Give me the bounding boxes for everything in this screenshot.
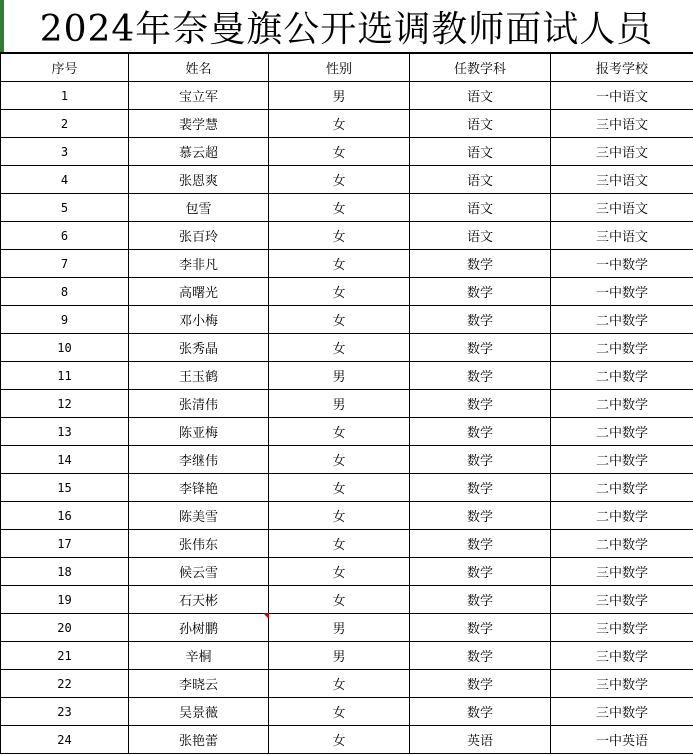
cell-name[interactable]: 裴学慧 bbox=[129, 110, 269, 138]
table-row bbox=[1, 586, 693, 614]
cell-subject[interactable]: 数学 bbox=[410, 670, 551, 698]
cell-name[interactable]: 陈亚梅 bbox=[129, 418, 269, 446]
header-gender[interactable]: 性别 bbox=[269, 54, 410, 82]
cell-subject[interactable]: 英语 bbox=[410, 726, 551, 754]
cell-gender[interactable]: 女 bbox=[269, 166, 410, 194]
header-school[interactable]: 报考学校 bbox=[551, 54, 693, 82]
table-row bbox=[1, 530, 693, 558]
cell-gender[interactable]: 女 bbox=[269, 250, 410, 278]
table-row bbox=[1, 138, 693, 166]
cell-gender[interactable]: 女 bbox=[269, 558, 410, 586]
cell-name[interactable]: 包雪 bbox=[129, 194, 269, 222]
cell-school[interactable]: 一中数学 bbox=[551, 250, 693, 278]
cell-school[interactable]: 三中语文 bbox=[551, 166, 693, 194]
cell-name[interactable]: 孙树鹏 bbox=[129, 614, 269, 642]
cell-subject[interactable]: 数学 bbox=[410, 530, 551, 558]
cell-gender[interactable]: 女 bbox=[269, 222, 410, 250]
table-body bbox=[1, 82, 693, 754]
cell-school[interactable]: 二中数学 bbox=[551, 474, 693, 502]
table-row bbox=[1, 726, 693, 754]
cell-gender[interactable]: 男 bbox=[269, 82, 410, 110]
cell-name[interactable]: 李继伟 bbox=[129, 446, 269, 474]
cell-subject[interactable]: 语文 bbox=[410, 194, 551, 222]
cell-gender[interactable]: 女 bbox=[269, 278, 410, 306]
table-row bbox=[1, 698, 693, 726]
cell-index[interactable]: 18 bbox=[1, 558, 129, 586]
cell-index[interactable]: 9 bbox=[1, 306, 129, 334]
cell-index[interactable]: 15 bbox=[1, 474, 129, 502]
cell-index[interactable]: 23 bbox=[1, 698, 129, 726]
cell-index[interactable]: 1 bbox=[1, 82, 129, 110]
cell-subject[interactable]: 数学 bbox=[410, 698, 551, 726]
cell-name[interactable]: 张伟东 bbox=[129, 530, 269, 558]
cell-school[interactable]: 二中数学 bbox=[551, 502, 693, 530]
cell-index[interactable]: 14 bbox=[1, 446, 129, 474]
cell-gender[interactable]: 女 bbox=[269, 726, 410, 754]
header-name[interactable]: 姓名 bbox=[129, 54, 269, 82]
cell-subject[interactable]: 数学 bbox=[410, 390, 551, 418]
cell-school[interactable]: 三中数学 bbox=[551, 614, 693, 642]
cell-school[interactable]: 二中数学 bbox=[551, 418, 693, 446]
cell-gender[interactable]: 男 bbox=[269, 390, 410, 418]
cell-gender[interactable]: 女 bbox=[269, 502, 410, 530]
cell-name[interactable]: 王玉鹤 bbox=[129, 362, 269, 390]
sheet-title: 2024年奈曼旗公开选调教师面试人员 bbox=[0, 0, 693, 53]
cell-school[interactable]: 二中数学 bbox=[551, 530, 693, 558]
cell-school[interactable]: 三中数学 bbox=[551, 586, 693, 614]
cell-index[interactable]: 4 bbox=[1, 166, 129, 194]
cell-gender[interactable]: 女 bbox=[269, 418, 410, 446]
table-row bbox=[1, 166, 693, 194]
cell-subject[interactable]: 语文 bbox=[410, 110, 551, 138]
header-row bbox=[1, 54, 693, 82]
cell-index[interactable]: 19 bbox=[1, 586, 129, 614]
header-subject[interactable]: 任教学科 bbox=[410, 54, 551, 82]
table-row bbox=[1, 334, 693, 362]
cell-school[interactable]: 三中语文 bbox=[551, 138, 693, 166]
cell-subject[interactable]: 语文 bbox=[410, 166, 551, 194]
table-row bbox=[1, 110, 693, 138]
cell-subject[interactable]: 数学 bbox=[410, 642, 551, 670]
cell-index[interactable]: 10 bbox=[1, 334, 129, 362]
cell-gender[interactable]: 女 bbox=[269, 306, 410, 334]
cell-index[interactable]: 11 bbox=[1, 362, 129, 390]
cell-school[interactable]: 一中英语 bbox=[551, 726, 693, 754]
cell-subject[interactable]: 数学 bbox=[410, 474, 551, 502]
cell-index[interactable]: 5 bbox=[1, 194, 129, 222]
table-row bbox=[1, 642, 693, 670]
cell-subject[interactable]: 语文 bbox=[410, 82, 551, 110]
table-row bbox=[1, 222, 693, 250]
cell-name[interactable]: 高曙光 bbox=[129, 278, 269, 306]
cell-index[interactable]: 6 bbox=[1, 222, 129, 250]
cell-subject[interactable]: 数学 bbox=[410, 502, 551, 530]
cell-name[interactable]: 辛桐 bbox=[129, 642, 269, 670]
cell-school[interactable]: 三中数学 bbox=[551, 558, 693, 586]
cell-index[interactable]: 20 bbox=[1, 614, 129, 642]
cell-school[interactable]: 二中数学 bbox=[551, 306, 693, 334]
cell-gender[interactable]: 女 bbox=[269, 138, 410, 166]
cell-gender[interactable]: 女 bbox=[269, 334, 410, 362]
cell-name[interactable]: 吴景薇 bbox=[129, 698, 269, 726]
table-row bbox=[1, 446, 693, 474]
cell-name[interactable]: 张清伟 bbox=[129, 390, 269, 418]
table-row bbox=[1, 502, 693, 530]
cell-subject[interactable]: 数学 bbox=[410, 614, 551, 642]
table-row bbox=[1, 362, 693, 390]
cell-gender[interactable]: 女 bbox=[269, 194, 410, 222]
cell-school[interactable]: 三中语文 bbox=[551, 110, 693, 138]
cell-gender[interactable]: 男 bbox=[269, 614, 410, 642]
cell-index[interactable]: 3 bbox=[1, 138, 129, 166]
header-index[interactable]: 序号 bbox=[1, 54, 129, 82]
cell-subject[interactable]: 语文 bbox=[410, 222, 551, 250]
table-row bbox=[1, 306, 693, 334]
cell-name[interactable]: 陈美雪 bbox=[129, 502, 269, 530]
cell-school[interactable]: 一中数学 bbox=[551, 278, 693, 306]
cell-subject[interactable]: 数学 bbox=[410, 250, 551, 278]
cell-name[interactable]: 慕云超 bbox=[129, 138, 269, 166]
table-row bbox=[1, 558, 693, 586]
applicant-table bbox=[0, 53, 693, 754]
cell-index[interactable]: 8 bbox=[1, 278, 129, 306]
cell-subject[interactable]: 数学 bbox=[410, 334, 551, 362]
cell-subject[interactable]: 数学 bbox=[410, 362, 551, 390]
cell-subject[interactable]: 数学 bbox=[410, 278, 551, 306]
cell-school[interactable]: 三中语文 bbox=[551, 194, 693, 222]
cell-subject[interactable]: 语文 bbox=[410, 138, 551, 166]
cell-school[interactable]: 三中数学 bbox=[551, 642, 693, 670]
table-row bbox=[1, 250, 693, 278]
cell-subject[interactable]: 数学 bbox=[410, 446, 551, 474]
table-row bbox=[1, 278, 693, 306]
cell-school[interactable]: 二中数学 bbox=[551, 446, 693, 474]
table-row bbox=[1, 474, 693, 502]
cell-name[interactable]: 张百玲 bbox=[129, 222, 269, 250]
cell-name[interactable]: 张恩爽 bbox=[129, 166, 269, 194]
cell-school[interactable]: 三中数学 bbox=[551, 698, 693, 726]
table-row bbox=[1, 390, 693, 418]
cell-index[interactable]: 24 bbox=[1, 726, 129, 754]
cell-name[interactable]: 石天彬 bbox=[129, 586, 269, 614]
cell-index[interactable]: 12 bbox=[1, 390, 129, 418]
cell-school[interactable]: 三中语文 bbox=[551, 222, 693, 250]
cell-name[interactable]: 李锋艳 bbox=[129, 474, 269, 502]
cell-gender[interactable]: 女 bbox=[269, 446, 410, 474]
cell-gender[interactable]: 女 bbox=[269, 110, 410, 138]
cell-index[interactable]: 21 bbox=[1, 642, 129, 670]
cell-name[interactable]: 李非凡 bbox=[129, 250, 269, 278]
cell-school[interactable]: 二中数学 bbox=[551, 390, 693, 418]
cell-name[interactable]: 邓小梅 bbox=[129, 306, 269, 334]
cell-gender[interactable]: 男 bbox=[269, 642, 410, 670]
table-row bbox=[1, 194, 693, 222]
cell-name[interactable]: 张艳蕾 bbox=[129, 726, 269, 754]
cell-name[interactable]: 候云雪 bbox=[129, 558, 269, 586]
cell-school[interactable]: 二中数学 bbox=[551, 362, 693, 390]
cell-index[interactable]: 22 bbox=[1, 670, 129, 698]
comment-indicator-icon[interactable] bbox=[263, 613, 269, 619]
table-row bbox=[1, 82, 693, 110]
cell-gender[interactable]: 男 bbox=[269, 362, 410, 390]
cell-gender[interactable]: 女 bbox=[269, 698, 410, 726]
table-row bbox=[1, 614, 693, 642]
cell-index[interactable]: 2 bbox=[1, 110, 129, 138]
cell-school[interactable]: 三中数学 bbox=[551, 670, 693, 698]
title-cell-edge bbox=[0, 0, 4, 52]
cell-gender[interactable]: 女 bbox=[269, 474, 410, 502]
cell-school[interactable]: 一中语文 bbox=[551, 82, 693, 110]
cell-name[interactable]: 张秀晶 bbox=[129, 334, 269, 362]
cell-index[interactable]: 13 bbox=[1, 418, 129, 446]
cell-subject[interactable]: 数学 bbox=[410, 418, 551, 446]
cell-gender[interactable]: 女 bbox=[269, 670, 410, 698]
cell-index[interactable]: 17 bbox=[1, 530, 129, 558]
cell-name[interactable]: 李晓云 bbox=[129, 670, 269, 698]
table-row bbox=[1, 670, 693, 698]
cell-gender[interactable]: 女 bbox=[269, 530, 410, 558]
cell-subject[interactable]: 数学 bbox=[410, 586, 551, 614]
cell-name[interactable]: 宝立军 bbox=[129, 82, 269, 110]
cell-index[interactable]: 7 bbox=[1, 250, 129, 278]
cell-subject[interactable]: 数学 bbox=[410, 558, 551, 586]
cell-school[interactable]: 二中数学 bbox=[551, 334, 693, 362]
cell-subject[interactable]: 数学 bbox=[410, 306, 551, 334]
cell-index[interactable]: 16 bbox=[1, 502, 129, 530]
cell-gender[interactable]: 女 bbox=[269, 586, 410, 614]
table-row bbox=[1, 418, 693, 446]
